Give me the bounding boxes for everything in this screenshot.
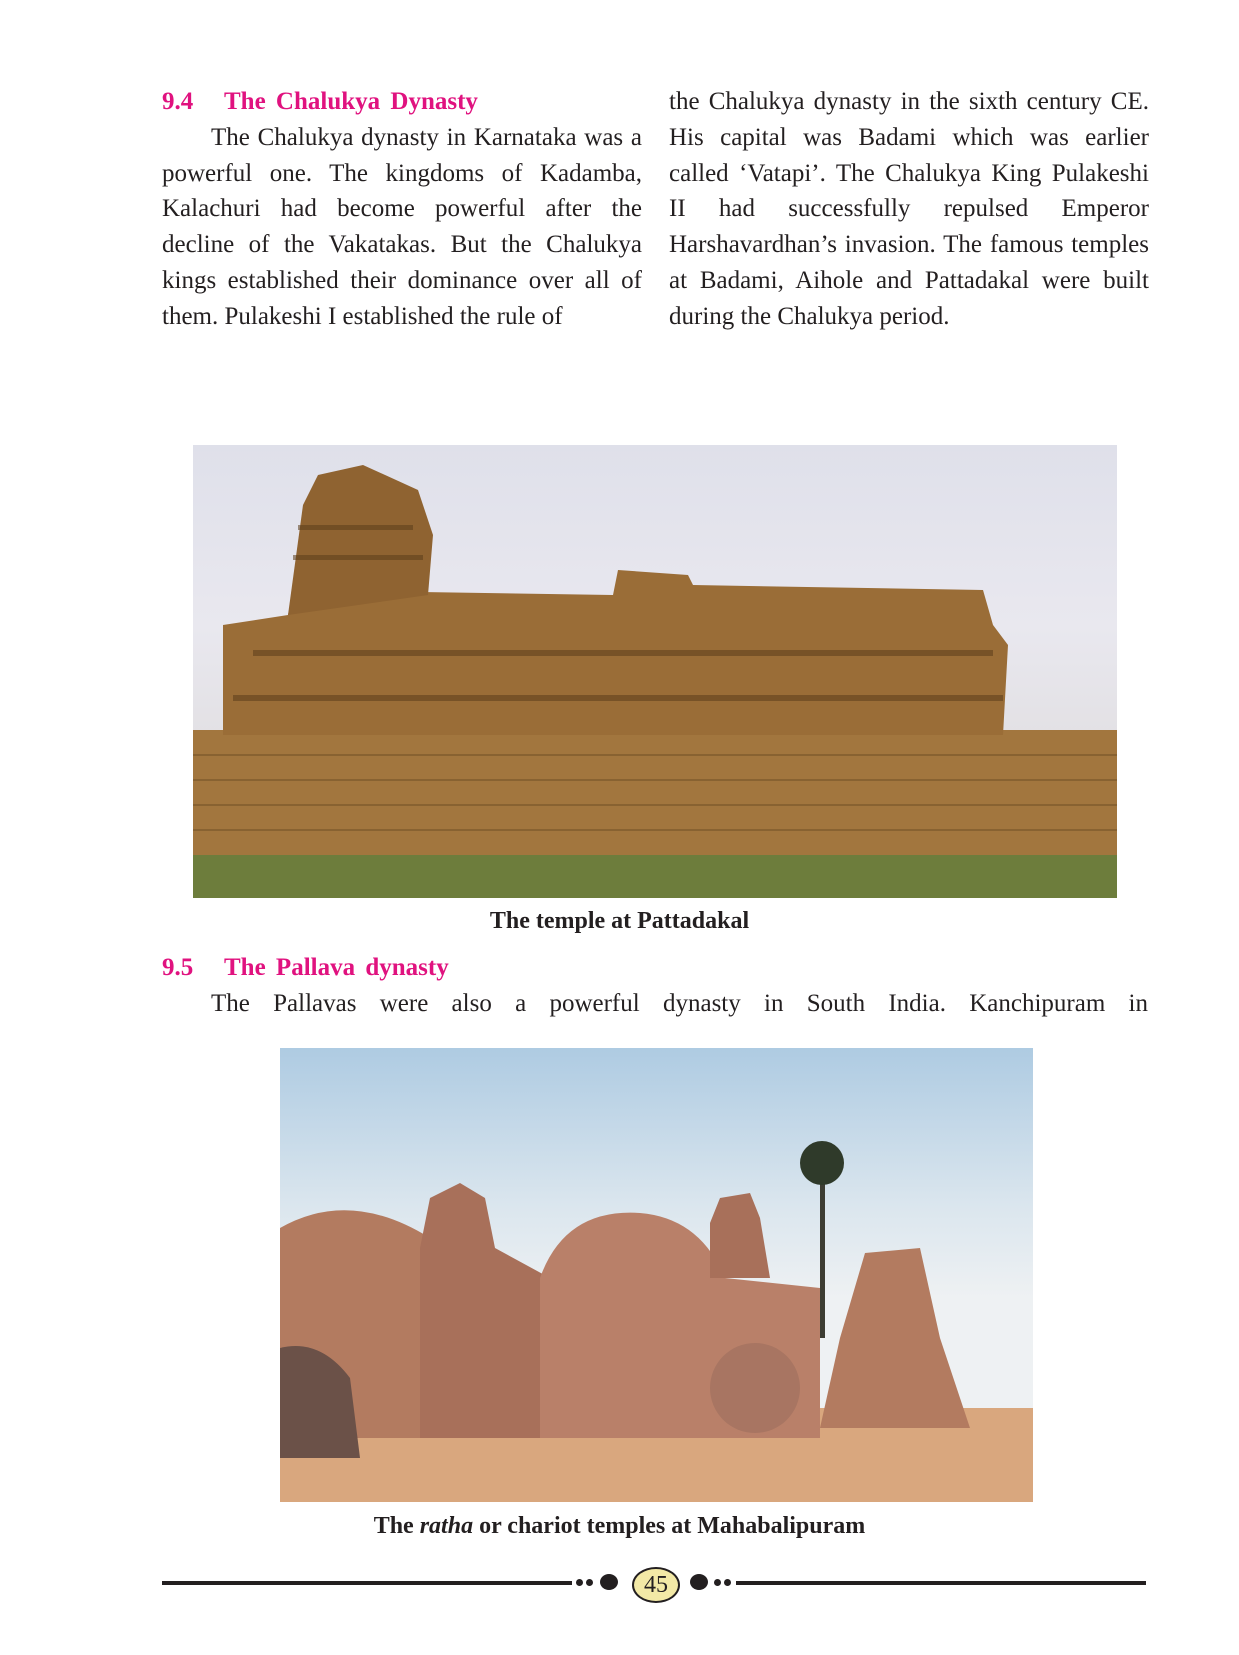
section-number: 9.4	[162, 88, 194, 115]
left-column	[162, 84, 642, 335]
footer-ornament	[724, 1579, 731, 1586]
footer-ornament	[690, 1574, 708, 1590]
section-number: 9.5	[162, 954, 194, 981]
footer-ornament	[586, 1579, 593, 1586]
section-heading-9-5	[162, 950, 1148, 986]
mahabalipuram-rathas-photo	[280, 1048, 1033, 1502]
figure-caption-pattadakal: The temple at Pattadakal	[489, 908, 750, 934]
caption-part: The	[373, 1513, 420, 1539]
right-column	[669, 84, 1149, 335]
paragraph-chalukya-right: the Chalukya dynasty in the sixth century CE. His capital was Badami which was earlier called ‘Vatapi’. The Chalukya King Pulakeshi II had successfully repulsed Emperor Harshavardhan’s invasion. The famous temples at Badami, Aihole and Pattadakal were built during the Chalukya period.	[669, 88, 1149, 330]
section-9-5	[162, 950, 1148, 1022]
page-number: 45	[632, 1567, 680, 1603]
section-title: The Chalukya Dynasty	[224, 88, 478, 115]
footer-rule-right	[736, 1581, 1146, 1585]
paragraph-pallava: The Pallavas were also a powerful dynasty in South India. Kanchipuram in	[211, 989, 1148, 1017]
caption-part: or chariot temples at Mahabalipuram	[473, 1513, 866, 1539]
paragraph-chalukya-left: The Chalukya dynasty in Karnataka was a powerful one. The kingdoms of Kadamba, Kalachuri had become powerful after the decline of the Vakatakas. But the Chalukya kings established their dominance over all of them. Pulakeshi I established the rule of	[162, 123, 642, 330]
section-title: The Pallava dynasty	[224, 954, 449, 981]
footer-ornament	[576, 1579, 583, 1586]
footer-ornament	[714, 1579, 721, 1586]
figure-caption-mahabalipuram	[0, 1513, 1239, 1540]
footer-ornament	[600, 1574, 618, 1590]
pattadakal-temple-photo	[193, 445, 1117, 898]
section-heading-9-4	[162, 84, 642, 120]
footer-rule-left	[162, 1581, 572, 1585]
caption-italic-term: ratha	[419, 1513, 474, 1539]
